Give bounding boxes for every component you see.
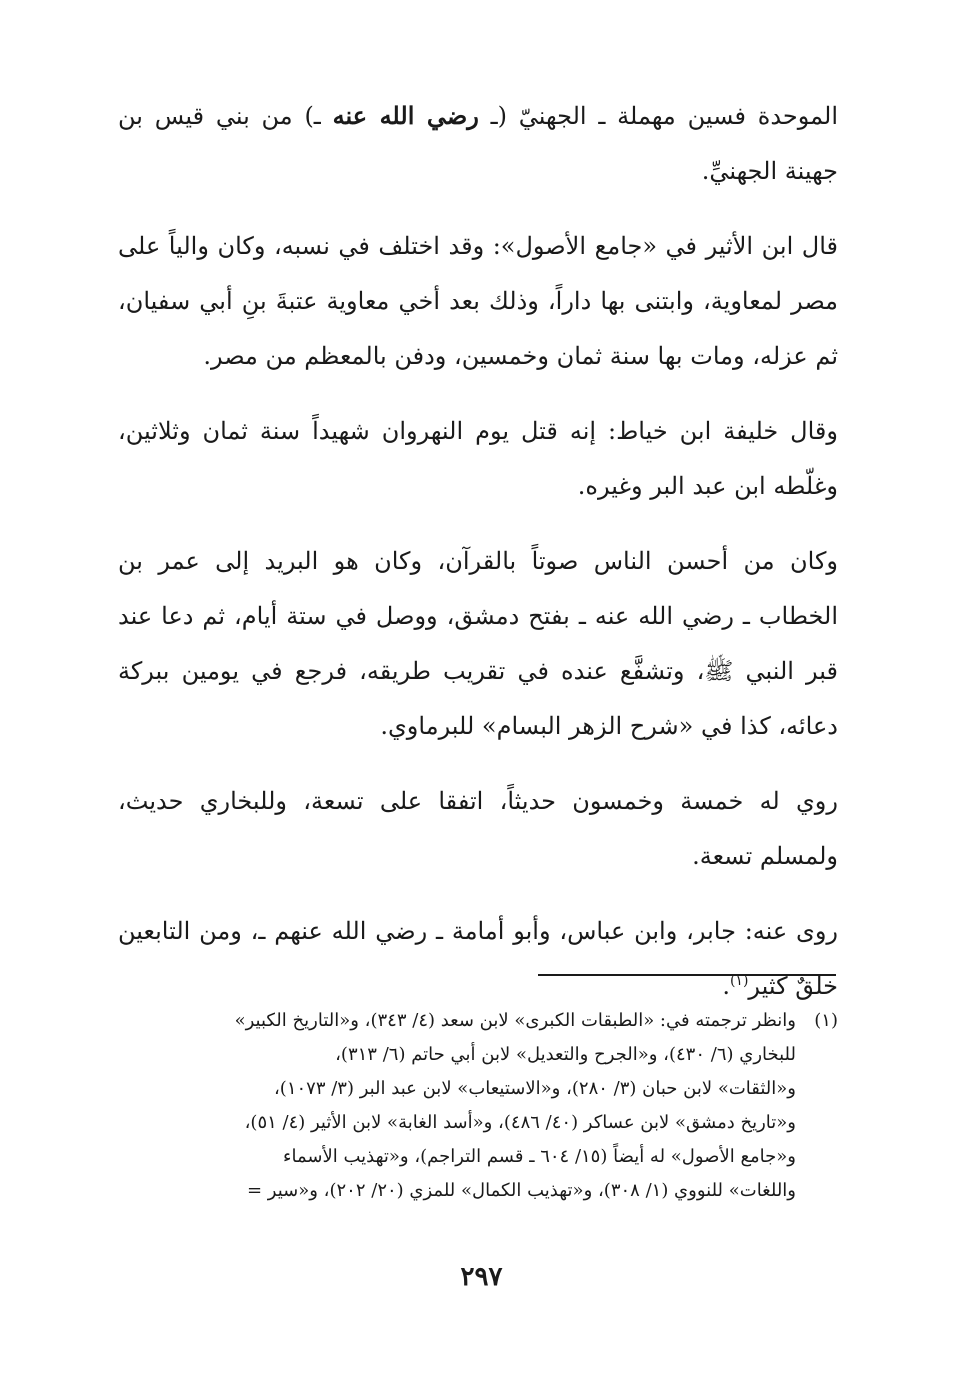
paragraph-3: وقال خليفة ابن خياط: إنه قتل يوم النهروان شهيداً سنة ثمان وثلاثين، وغلّطه ابن عبد البر وغيره. xyxy=(118,417,838,500)
paragraph-1 xyxy=(118,88,838,199)
footnote-line: واللغات» للنووي (١/ ٣٠٨)، و«تهذيب الكمال» للمزي (٢٠/ ٢٠٢)، و«سير = xyxy=(246,1180,796,1201)
paragraph-6-tail: . xyxy=(722,972,730,1000)
paragraph-1-after: ـ) من بني قيس بن جهينة الجهنيِّ. xyxy=(118,102,838,185)
footnote-marker: (١) xyxy=(729,973,749,989)
footnote-body xyxy=(118,1004,796,1208)
paragraph-6 xyxy=(118,904,838,1014)
footnote-line: و«الثقات» لابن حبان (٣/ ٢٨٠)، و«الاستيعاب» لابن عبد البر (٣/ ١٠٧٣)، xyxy=(273,1078,796,1099)
main-text xyxy=(118,88,838,1034)
paragraph-6-text: روى عنه: جابر، وابن عباس، وأبو أمامة ـ رضي الله عنهم ـ، ومن التابعين خلقٌ كثير xyxy=(118,917,838,1000)
honorific-bold: رضي الله عنه xyxy=(332,101,479,130)
paragraph-5: روي له خمسة وخمسون حديثاً، اتفقا على تسعة، وللبخاري حديث، ولمسلم تسعة. xyxy=(118,787,838,870)
footnotes xyxy=(118,1004,838,1208)
footnote-separator xyxy=(538,974,836,976)
footnote-line: و«جامع الأصول» له أيضاً (١٥/ ٦٠٤ ـ قسم التراجم)، و«تهذيب الأسماء xyxy=(283,1146,796,1167)
paragraph-4: وكان من أحسن الناس صوتاً بالقرآن، وكان هو البريد إلى عمر بن الخطاب ـ رضي الله عنه ـ بفتح دمشق، ووصل في ستة أيام، ثم دعا عند قبر النبي ﷺ، وتشفَّع عنده في تقريب طريقه، فرجع في يومين ببركة دعائه، كذا في «شرح الزهر البسام» للبرماوي. xyxy=(118,547,838,740)
paragraph-1-before: الموحدة فسين مهملة ـ الجهنيّ (ـ xyxy=(478,102,839,130)
footnote-line: وانظر ترجمته في: «الطبقات الكبرى» لابن سعد (٤/ ٣٤٣)، و«التاريخ الكبير» xyxy=(234,1010,796,1031)
footnote-number: (١) xyxy=(814,1010,838,1031)
page-number: ٢٩٧ xyxy=(460,1262,503,1292)
paragraph-2: قال ابن الأثير في «جامع الأصول»: وقد اختلف في نسبه، وكان والياً على مصر لمعاوية، وابتنى بها داراً، وذلك بعد أخي معاوية عتبةَ بنِ أبي سفيان، ثم عزله، ومات بها سنة ثمان وخمسين، ودفن بالمعظم من مصر. xyxy=(118,232,838,370)
footnote-1 xyxy=(118,1004,838,1208)
footnote-line: للبخاري (٦/ ٤٣٠)، و«الجرح والتعديل» لابن أبي حاتم (٦/ ٣١٣)، xyxy=(335,1044,796,1065)
footnote-line: و«تاريخ دمشق» لابن عساكر (٤٠/ ٤٨٦)، و«أسد الغابة» لابن الأثير (٤/ ٥١)، xyxy=(244,1112,796,1133)
